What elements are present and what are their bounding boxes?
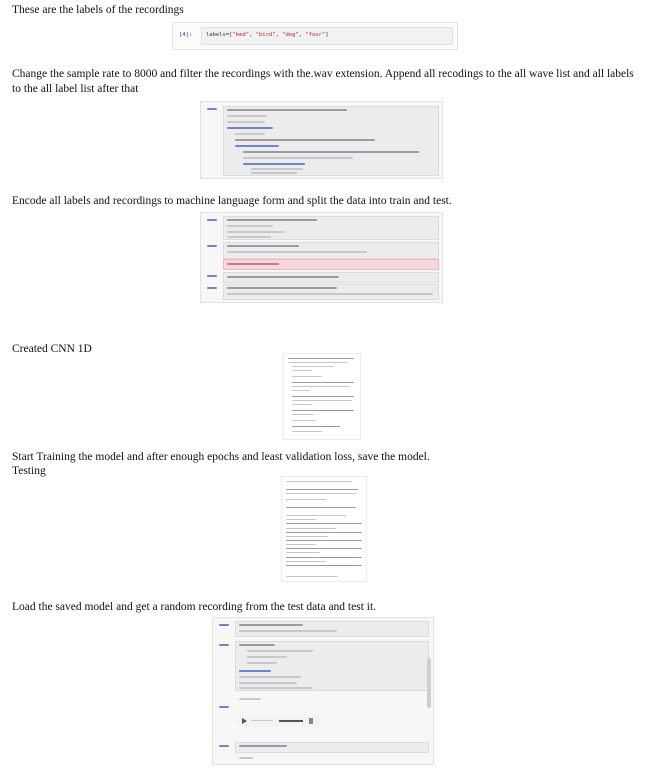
resample-code-screenshot [200,101,443,179]
volume-icon[interactable] [309,718,313,724]
training-log-screenshot [281,476,367,582]
code-input: labels=["bed", "bird", "dog", "four"] [201,27,453,45]
audio-progress-track[interactable] [279,720,303,722]
encode-code-screenshot [200,212,443,303]
testing-text: Testing [12,465,46,477]
label-dog: "dog" [282,32,299,38]
label-bird: "bird" [255,32,276,38]
code-suffix: ] [325,32,329,38]
labels-heading: These are the labels of the recordings [12,4,184,16]
resample-text: Change the sample rate to 8000 and filter the recordings with the.wav extension. Append all recodings to the all wave list and all labels to the all label list after that [12,68,634,95]
cnn-text: Created CNN 1D [12,343,92,355]
label-four: "four" [305,32,326,38]
cell-prompt: [4]: [179,32,193,38]
code-prefix: labels=[ [206,32,233,38]
load-text: Load the saved model and get a random recording from the test data and test it. [12,601,377,613]
labels-code-screenshot [172,22,458,50]
test-code-screenshot [212,617,434,765]
training-text: Start Training the model and after enough epochs and least validation loss, save the model. [12,451,430,463]
play-icon[interactable] [242,718,247,724]
encode-text: Encode all labels and recordings to machine language form and split the data into train and test. [12,195,452,207]
cnn-code-screenshot [283,353,361,440]
audio-player[interactable] [237,715,321,727]
label-bed: "bed" [232,32,250,38]
scrollbar[interactable] [427,658,431,708]
